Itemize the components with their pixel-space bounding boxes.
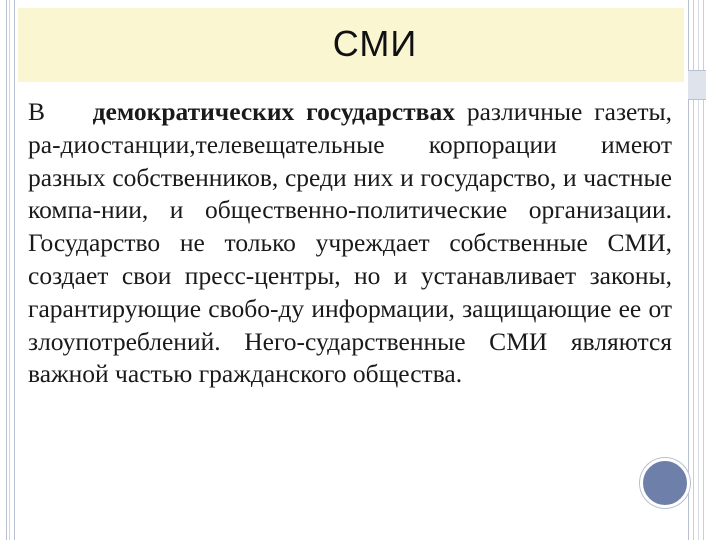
body-rest: различные газеты, ра-диостанции,телевещательные корпорации имеют разных собственников, среди них и государство, и частные компа-нии, и общественно-политические организации. Государство не только учреждает собственные СМИ, создает свои пресс-центры, но и устанавливает законы, гарантирующие свобо-ду информации, защищающие ее от злоупотреблений. Него-сударственные СМИ являются важной частью гражданского общества. bbox=[28, 97, 673, 389]
frame-band bbox=[688, 70, 706, 100]
slide-title: СМИ bbox=[332, 23, 418, 64]
body-bold-phrase: демократических государствах bbox=[92, 97, 455, 126]
left-decorative-border bbox=[6, 0, 15, 540]
right-decorative-frame bbox=[688, 0, 706, 540]
decorative-circle bbox=[640, 458, 690, 508]
title-bar bbox=[18, 8, 684, 82]
body-lead: В bbox=[28, 97, 46, 126]
body-paragraph bbox=[28, 96, 672, 391]
